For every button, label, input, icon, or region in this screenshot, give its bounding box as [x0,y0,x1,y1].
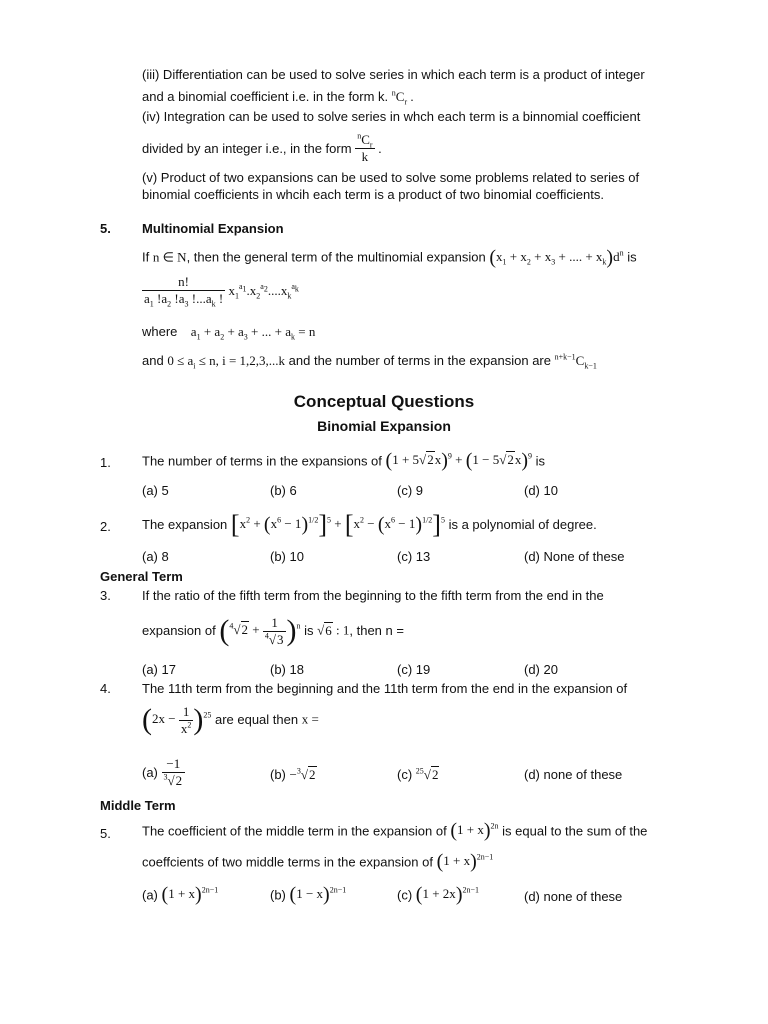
question-2-text: The expansion $[x^2 + (x^6 - 1)^{1/2}]^5 + [x^2 - (x^6 - 1)^{1/2}]^5$ is a polynomial of degree. [142,510,597,539]
option-c[interactable]: (c) $^{25}$√2 [397,766,439,782]
question-number: 3. [100,588,111,603]
option-c[interactable]: (c) 19 [397,662,431,677]
option-a[interactable]: (a) 17 [142,662,176,677]
multinomial-general-term: $\frac{n!}{a_1 !a_2 !a_3 !...a_k !}$ $x_1^{a_1}.x_2^{a_2}....x_k^{a_k}$ [144,274,299,309]
option-b[interactable]: (b) 18 [270,662,304,677]
option-d[interactable]: (d) 20 [524,662,558,677]
option-a[interactable]: (a) $(1 + x)^{2n-1}$ [142,884,219,906]
option-b[interactable]: (b) $(1 - x)^{2n-1}$ [270,884,347,906]
option-a[interactable]: (a) $\frac{-1}{^3√2}$ [142,756,185,789]
option-d[interactable]: (d) None of these [524,549,625,564]
multinomial-and: and $0 \le a_i \le n$, i = 1,2,3,...k and the number of terms in the expansion are $^{n+k-1}C_{k-1}$ [142,352,597,371]
multinomial-heading: Multinomial Expansion [142,221,284,236]
option-c[interactable]: (c) $(1 + 2x)^{2n-1}$ [397,884,479,906]
subhead-general-term: General Term [100,569,183,584]
option-a[interactable]: (a) 8 [142,549,169,564]
note-v-line2: binomial coefficients in whcih each term is a product of two binomial coefficients. [142,187,604,202]
question-5-text-line1: The coefficient of the middle term in the expansion of $(1 + x)^{2n}$ is equal to the sum of the [142,820,648,842]
option-d[interactable]: (d) 10 [524,483,558,498]
multinomial-number: 5. [100,221,111,236]
question-number: 4. [100,681,111,696]
option-c[interactable]: (c) 13 [397,549,431,564]
note-iv-line2: divided by an integer i.e., in the form $\frac{^nC_r}{k}$ . [142,131,382,164]
note-v-line1: (v) Product of two expansions can be used to solve some problems related to series of [142,170,640,185]
option-c[interactable]: (c) 9 [397,483,423,498]
option-b[interactable]: (b) 10 [270,549,304,564]
note-iii-line2: and a binomial coefficient i.e. in the form k. $^nC_r$ . [142,88,414,107]
section-subtitle: Binomial Expansion [317,418,451,434]
question-5-text-line2: coeffcients of two middle terms in the expansion of $(1 + x)^{2n-1}$ [142,851,494,873]
multinomial-where: where $a_1 + a_2 + a_3$ + ... + $a_k = n$ [142,324,316,342]
question-number: 1. [100,455,111,470]
note-iii-line1: (iii) Differentiation can be used to solve series in which each term is a product of integer [142,67,645,82]
question-4-text-line2: (2x − $\frac{1}{x^2}$ )$^{25}$ are equal then x = [142,703,319,736]
question-4-text-line1: The 11th term from the beginning and the 11th term from the end in the expansion of [142,681,628,696]
question-3-text-line2: expansion of ($^4$√2 + $\frac{1}{^4√3}$ )$^n$ is √6 : 1, then n = [142,614,404,647]
option-b[interactable]: (b) 6 [270,483,297,498]
question-3-text-line1: If the ratio of the fifth term from the beginning to the fifth term from the end in the [142,588,604,603]
subhead-middle-term: Middle Term [100,798,176,813]
multinomial-line1: If n ∈ N, then the general term of the multinomial expansion ($x_1 + x_2 + x_3$ + .... + $x_k)d^n$ is [142,247,637,269]
question-number: 5. [100,826,111,841]
fraction-ncr-over-k: $\frac{^nC_r}{k}$ [357,131,373,164]
note-iv-line1: (iv) Integration can be used to solve series in whch each term is a binnomial coefficient [142,109,641,124]
option-a[interactable]: (a) 5 [142,483,169,498]
question-number: 2. [100,519,111,534]
option-d[interactable]: (d) none of these [524,767,623,782]
option-b[interactable]: (b) −$^3$√2 [270,766,316,782]
option-d[interactable]: (d) none of these [524,889,623,904]
question-1-text: The number of terms in the expansions of $(1 + 5√2x)^9 + (1 - 5√2x)^9$ is [142,450,546,472]
section-title: Conceptual Questions [293,392,475,411]
